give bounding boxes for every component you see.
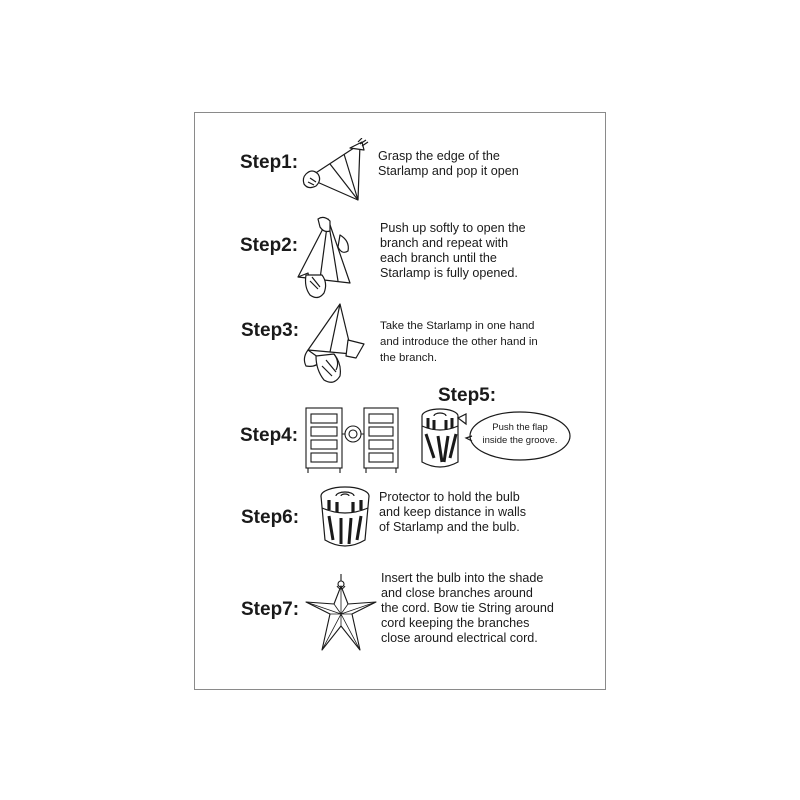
step7-text: Insert the bulb into the shade and close branches around the cord. Bow tie String around cord keeping the branches close around electrical cord. [381, 571, 554, 645]
step3-label: Step3: [241, 320, 300, 341]
hand-inside-branch-icon [294, 300, 370, 392]
star-lamp-icon [304, 572, 378, 658]
protector-cylinder-icon [315, 484, 375, 552]
step5-bubble-text: Push the flap inside the groove. [482, 422, 558, 446]
step4-label: Step4: [240, 425, 299, 446]
step3-text: Take the Starlamp in one hand and introduce the other hand in the branch. [380, 320, 538, 364]
step1-label: Step1: [240, 152, 299, 173]
step2-label: Step2: [240, 235, 299, 256]
step6-label: Step6: [241, 507, 300, 528]
protector-flat-template-icon [302, 402, 402, 474]
hand-pushing-branch-icon [290, 215, 360, 305]
step5-label: Step5: [438, 385, 497, 406]
step6-text: Protector to hold the bulb and keep distance in walls of Starlamp and the bulb. [379, 490, 527, 534]
step1-text: Grasp the edge of the Starlamp and pop it open [378, 149, 519, 178]
step7-label: Step7: [241, 599, 300, 620]
hand-opening-lamp-icon [300, 138, 370, 203]
step2-text: Push up softly to open the branch and repeat with each branch until the Starlamp is fully opened. [380, 221, 526, 280]
